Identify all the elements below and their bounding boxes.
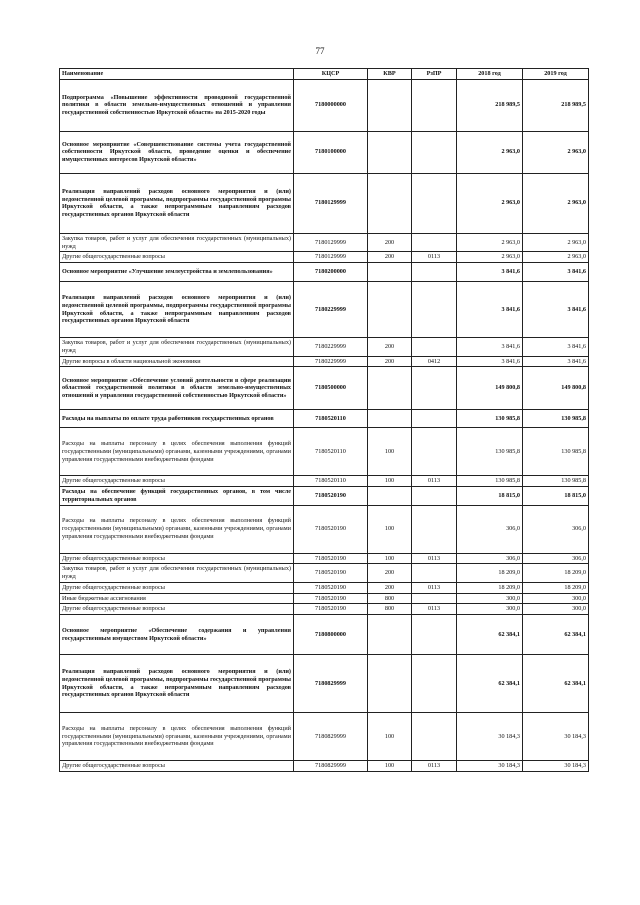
- cell-name: Реализация направлений расходов основного мероприятия и (или) ведомственной целевой программы, подпрограммы государственной программы Иркутской области, а также непрограммным направлениям расходов государственных органов Иркутской области: [60, 173, 294, 233]
- table-row: [60, 761, 589, 772]
- cell-2018: 218 989,5: [457, 79, 523, 131]
- cell-rzpr: 0412: [412, 356, 457, 367]
- cell-2019: 3 841,6: [523, 338, 589, 357]
- cell-name: Другие вопросы в области национальной экономики: [60, 356, 294, 367]
- cell-2018: 18 209,0: [457, 582, 523, 593]
- cell-2019: 2 963,0: [523, 173, 589, 233]
- table-row: [60, 582, 589, 593]
- cell-2019: 130 985,8: [523, 476, 589, 487]
- cell-name: Расходы на выплаты персоналу в целях обеспечения выполнения функций государственными (муниципальными) органами, казенными учреждениями, органами управления государственными внебюджетными фондами: [60, 428, 294, 476]
- cell-name: Расходы на выплаты по оплате труда работников государственных органов: [60, 410, 294, 428]
- cell-kcsr: 7180520110: [294, 428, 368, 476]
- cell-2019: 30 184,3: [523, 713, 589, 761]
- cell-2019: 130 985,8: [523, 428, 589, 476]
- table-row: [60, 476, 589, 487]
- table-row: [60, 338, 589, 357]
- cell-2018: 30 184,3: [457, 761, 523, 772]
- cell-kvr: [368, 79, 412, 131]
- cell-2018: 3 841,6: [457, 263, 523, 282]
- table-body: [60, 79, 589, 771]
- table-row: [60, 487, 589, 506]
- cell-2018: 2 963,0: [457, 233, 523, 252]
- cell-kcsr: 7180829999: [294, 761, 368, 772]
- cell-name: Основное мероприятие «Совершенствование системы учета государственной собственности Иркутской области, проведение оценки и обеспечение имущественных интересов Иркутской области»: [60, 131, 294, 173]
- table-row: [60, 410, 589, 428]
- column-header-kcsr: КЦСР: [294, 69, 368, 80]
- cell-2018: 3 841,6: [457, 338, 523, 357]
- column-header-rzpr: РзПР: [412, 69, 457, 80]
- cell-kvr: 100: [368, 476, 412, 487]
- cell-kvr: [368, 615, 412, 655]
- cell-kcsr: 7180500000: [294, 367, 368, 410]
- cell-2019: 2 963,0: [523, 131, 589, 173]
- column-header-2018: 2018 год: [457, 69, 523, 80]
- table-row: [60, 604, 589, 615]
- cell-kvr: 100: [368, 553, 412, 564]
- cell-kcsr: 7180520110: [294, 476, 368, 487]
- cell-name: Другие общегосударственные вопросы: [60, 476, 294, 487]
- cell-kcsr: 7180520110: [294, 410, 368, 428]
- table-row: [60, 252, 589, 263]
- page-number: 77: [315, 46, 325, 56]
- cell-2019: 18 209,0: [523, 582, 589, 593]
- cell-rzpr: 0113: [412, 252, 457, 263]
- cell-name: Подпрограмма «Повышение эффективности проводимой государственной политики в области земельно-имущественных отношений и управления государственной собственностью Иркутской области» на 2015-2020 годы: [60, 79, 294, 131]
- cell-2018: 3 841,6: [457, 356, 523, 367]
- cell-rzpr: [412, 173, 457, 233]
- cell-rzpr: [412, 615, 457, 655]
- cell-name: Расходы на выплаты персоналу в целях обеспечения выполнения функций государственными (муниципальными) органами, казенными учреждениями, органами управления государственными внебюджетными фондами: [60, 505, 294, 553]
- cell-kvr: 200: [368, 233, 412, 252]
- cell-2018: 18 209,0: [457, 564, 523, 583]
- cell-2019: 306,0: [523, 505, 589, 553]
- cell-name: Реализация направлений расходов основного мероприятия и (или) ведомственной целевой программы, подпрограммы государственной программы Иркутской области, а также непрограммным направлениям расходов государственных органов Иркутской области: [60, 655, 294, 713]
- column-header-kvr: КВР: [368, 69, 412, 80]
- cell-kcsr: 7180520190: [294, 505, 368, 553]
- table-row: [60, 173, 589, 233]
- cell-rzpr: [412, 428, 457, 476]
- cell-kvr: 200: [368, 252, 412, 263]
- cell-rzpr: [412, 564, 457, 583]
- cell-kvr: [368, 367, 412, 410]
- cell-name: Закупка товаров, работ и услуг для обеспечения государственных (муниципальных) нужд: [60, 338, 294, 357]
- cell-2019: 2 963,0: [523, 252, 589, 263]
- cell-2018: 30 184,3: [457, 713, 523, 761]
- cell-2019: 18 815,0: [523, 487, 589, 506]
- cell-kcsr: 7180520190: [294, 487, 368, 506]
- cell-kvr: [368, 487, 412, 506]
- cell-2018: 300,0: [457, 593, 523, 604]
- cell-name: Другие общегосударственные вопросы: [60, 553, 294, 564]
- cell-2019: 3 841,6: [523, 356, 589, 367]
- cell-2018: 2 963,0: [457, 131, 523, 173]
- table-row: [60, 428, 589, 476]
- cell-2019: 18 209,0: [523, 564, 589, 583]
- cell-kcsr: 7180000000: [294, 79, 368, 131]
- cell-kvr: [368, 173, 412, 233]
- cell-2019: 62 384,1: [523, 655, 589, 713]
- table-row: [60, 593, 589, 604]
- cell-kcsr: 7180520190: [294, 564, 368, 583]
- table-row: [60, 713, 589, 761]
- cell-2018: 306,0: [457, 553, 523, 564]
- table-row: [60, 655, 589, 713]
- cell-2018: 62 384,1: [457, 615, 523, 655]
- cell-rzpr: [412, 233, 457, 252]
- cell-kcsr: 7180129999: [294, 252, 368, 263]
- cell-rzpr: [412, 713, 457, 761]
- cell-kvr: 200: [368, 338, 412, 357]
- cell-rzpr: [412, 131, 457, 173]
- cell-2018: 18 815,0: [457, 487, 523, 506]
- cell-2019: 300,0: [523, 593, 589, 604]
- table-row: [60, 367, 589, 410]
- cell-2018: 2 963,0: [457, 252, 523, 263]
- cell-rzpr: 0113: [412, 761, 457, 772]
- cell-name: Другие общегосударственные вопросы: [60, 604, 294, 615]
- cell-2019: 149 800,8: [523, 367, 589, 410]
- cell-name: Закупка товаров, работ и услуг для обеспечения государственных (муниципальных) нужд: [60, 564, 294, 583]
- cell-kvr: [368, 410, 412, 428]
- cell-name: Основное мероприятие «Обеспечение содержания и управления государственным имуществом Иркутской области»: [60, 615, 294, 655]
- cell-kcsr: 7180800000: [294, 615, 368, 655]
- cell-kvr: [368, 282, 412, 338]
- table-row: [60, 505, 589, 553]
- cell-kcsr: 7180229999: [294, 356, 368, 367]
- cell-kcsr: 7180520190: [294, 553, 368, 564]
- table-row: [60, 564, 589, 583]
- cell-kcsr: 7180200000: [294, 263, 368, 282]
- table-row: [60, 131, 589, 173]
- cell-2018: 130 985,8: [457, 476, 523, 487]
- cell-kvr: [368, 131, 412, 173]
- cell-2018: 2 963,0: [457, 173, 523, 233]
- cell-kcsr: 7180129999: [294, 233, 368, 252]
- cell-2019: 3 841,6: [523, 263, 589, 282]
- cell-rzpr: [412, 655, 457, 713]
- cell-kcsr: 7180829999: [294, 713, 368, 761]
- cell-2019: 2 963,0: [523, 233, 589, 252]
- cell-2019: 130 985,8: [523, 410, 589, 428]
- cell-2019: 218 989,5: [523, 79, 589, 131]
- cell-name: Основное мероприятие «Обеспечение условий деятельности в сфере реализации областной государственной политики в области земельно-имущественных отношений и управления государственной собственностью Иркутской области»: [60, 367, 294, 410]
- cell-kvr: [368, 655, 412, 713]
- table-row: [60, 79, 589, 131]
- cell-kvr: 800: [368, 593, 412, 604]
- cell-rzpr: [412, 505, 457, 553]
- cell-2019: 30 184,3: [523, 761, 589, 772]
- cell-kcsr: 7180520190: [294, 582, 368, 593]
- cell-name: Закупка товаров, работ и услуг для обеспечения государственных (муниципальных) нужд: [60, 233, 294, 252]
- budget-table: [59, 68, 589, 772]
- cell-kvr: 200: [368, 564, 412, 583]
- cell-rzpr: [412, 282, 457, 338]
- cell-kcsr: 7180129999: [294, 173, 368, 233]
- cell-rzpr: 0113: [412, 582, 457, 593]
- cell-kvr: 100: [368, 761, 412, 772]
- column-header-name: Наименование: [60, 69, 294, 80]
- cell-kvr: [368, 263, 412, 282]
- cell-kcsr: 7180229999: [294, 338, 368, 357]
- table-row: [60, 263, 589, 282]
- cell-2018: 149 800,8: [457, 367, 523, 410]
- cell-rzpr: [412, 338, 457, 357]
- cell-kvr: 100: [368, 505, 412, 553]
- cell-kvr: 200: [368, 356, 412, 367]
- cell-rzpr: [412, 593, 457, 604]
- table-row: [60, 233, 589, 252]
- table-row: [60, 282, 589, 338]
- cell-name: Другие общегосударственные вопросы: [60, 252, 294, 263]
- cell-2018: 130 985,8: [457, 410, 523, 428]
- cell-kvr: 100: [368, 713, 412, 761]
- cell-2018: 306,0: [457, 505, 523, 553]
- column-header-2019: 2019 год: [523, 69, 589, 80]
- cell-name: Иные бюджетные ассигнования: [60, 593, 294, 604]
- cell-kvr: 100: [368, 428, 412, 476]
- cell-kcsr: 7180229999: [294, 282, 368, 338]
- cell-2018: 62 384,1: [457, 655, 523, 713]
- cell-2018: 300,0: [457, 604, 523, 615]
- cell-rzpr: 0113: [412, 604, 457, 615]
- cell-kcsr: 7180100000: [294, 131, 368, 173]
- cell-2019: 3 841,6: [523, 282, 589, 338]
- cell-rzpr: 0113: [412, 553, 457, 564]
- table-row: [60, 356, 589, 367]
- cell-rzpr: 0113: [412, 476, 457, 487]
- cell-2018: 3 841,6: [457, 282, 523, 338]
- cell-kcsr: 7180520190: [294, 604, 368, 615]
- cell-2019: 62 384,1: [523, 615, 589, 655]
- table-header-row: [60, 69, 589, 80]
- cell-rzpr: [412, 410, 457, 428]
- cell-kcsr: 7180520190: [294, 593, 368, 604]
- cell-2018: 130 985,8: [457, 428, 523, 476]
- cell-rzpr: [412, 487, 457, 506]
- cell-kcsr: 7180829999: [294, 655, 368, 713]
- cell-rzpr: [412, 79, 457, 131]
- cell-name: Расходы на выплаты персоналу в целях обеспечения выполнения функций государственными (муниципальными) органами, казенными учреждениями, органами управления государственными внебюджетными фондами: [60, 713, 294, 761]
- table-row: [60, 553, 589, 564]
- cell-name: Другие общегосударственные вопросы: [60, 582, 294, 593]
- cell-rzpr: [412, 263, 457, 282]
- cell-rzpr: [412, 367, 457, 410]
- cell-kvr: 200: [368, 582, 412, 593]
- cell-name: Реализация направлений расходов основного мероприятия и (или) ведомственной целевой программы, подпрограммы государственной программы Иркутской области, а также непрограммным направлениям расходов государственных органов Иркутской области: [60, 282, 294, 338]
- cell-2019: 306,0: [523, 553, 589, 564]
- cell-kvr: 800: [368, 604, 412, 615]
- cell-name: Основное мероприятие «Улучшение землеустройства и землепользования»: [60, 263, 294, 282]
- cell-2019: 300,0: [523, 604, 589, 615]
- cell-name: Расходы на обеспечение функций государственных органов, в том числе территориальных органов: [60, 487, 294, 506]
- cell-name: Другие общегосударственные вопросы: [60, 761, 294, 772]
- table-row: [60, 615, 589, 655]
